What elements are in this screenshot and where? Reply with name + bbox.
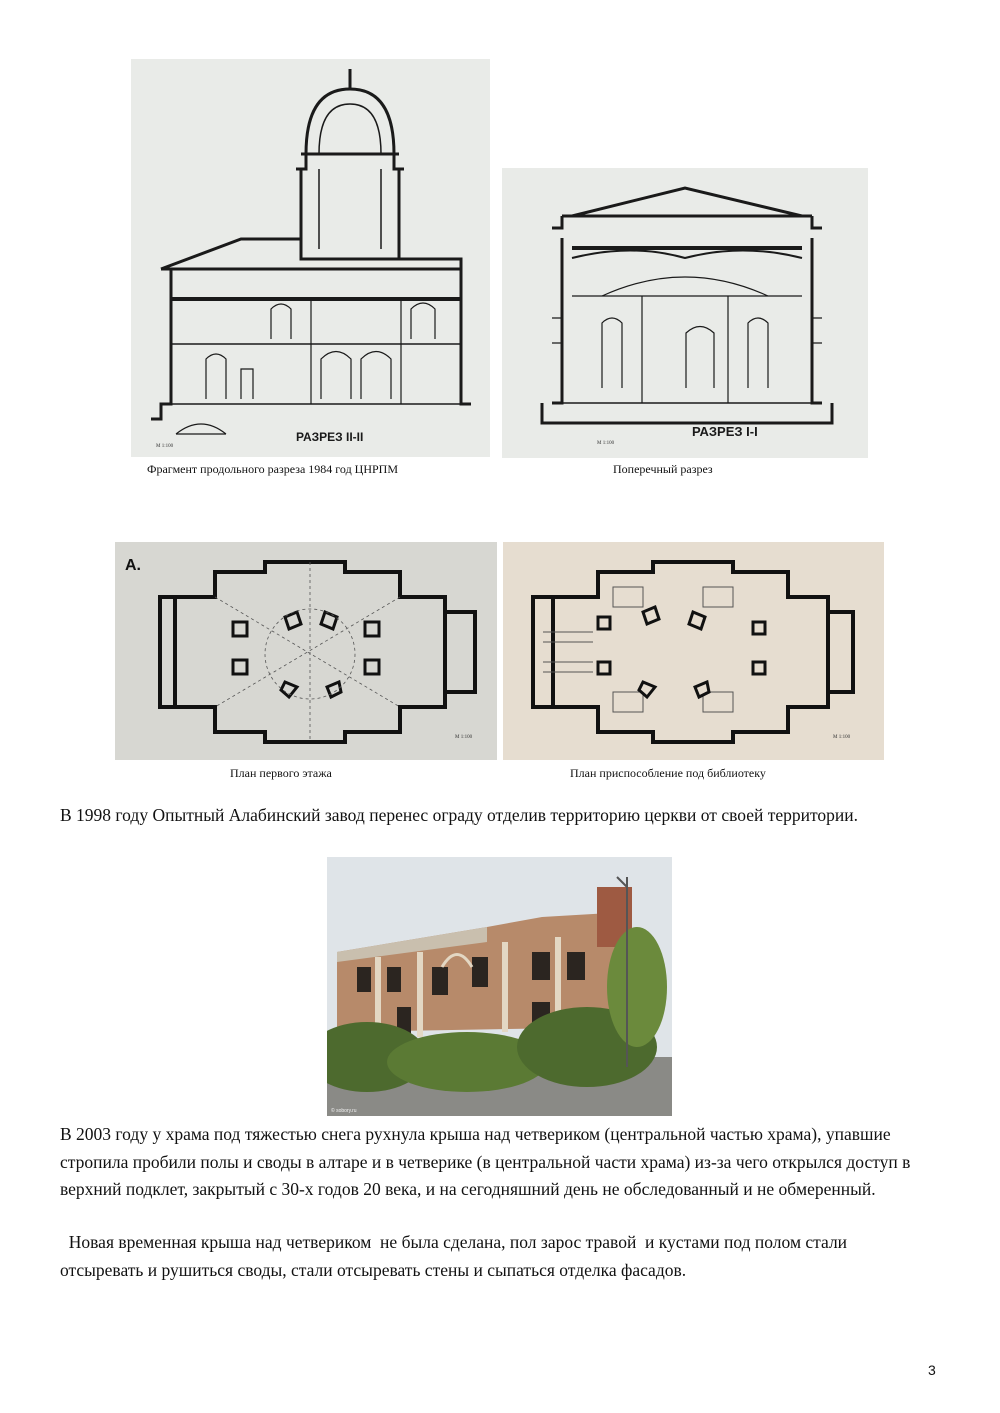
caption-longitudinal-section: Фрагмент продольного разреза 1984 год ЦНРПМ xyxy=(147,462,399,476)
plan-first-floor-letter: А. xyxy=(125,557,141,574)
photo-credit: © sobory.ru xyxy=(331,1108,357,1114)
first-floor-plan-drawing xyxy=(115,542,497,760)
caption-cross-section: Поперечный разрез xyxy=(613,462,713,476)
paragraph-new-roof: Новая временная крыша над четвериком не была сделана, пол зарос травой и кустами под полом стали отсыревать и рушиться своды, стали отсыревать стены и сыпаться отделка фасадов. xyxy=(60,1232,852,1280)
cross-section-drawing xyxy=(502,168,868,458)
section-cross-label: РАЗРЕЗ I-I xyxy=(692,424,758,439)
paragraph-2003: В 2003 году у храма под тяжестью снега рухнула крыша над четвериком (центральной частью храма), упавшие стропила пробили полы и своды в алтаре и в четверике (в центральной части храма) из-за чего открылся доступ в верхний подклет, закрытый с 30-х годов 20 века, и на сегодняшний день не обследованный и не обмеренный. xyxy=(60,1124,911,1199)
longitudinal-section-drawing xyxy=(131,59,490,457)
section-long-label: РАЗРЕЗ II-II xyxy=(296,430,364,444)
plan-library-scale: М 1:100 xyxy=(833,735,851,740)
caption-library-plan: План приспособление под библиотеку xyxy=(570,766,766,780)
church-ruins-photo xyxy=(327,857,672,1116)
paragraph-1998: В 1998 году Опытный Алабинский завод перенес ограду отделив территорию церкви от своей территории. xyxy=(60,805,859,825)
section-long-scale: М 1:100 xyxy=(156,444,174,449)
library-plan-drawing xyxy=(503,542,884,760)
plan-first-floor-scale: М 1:100 xyxy=(455,735,473,740)
section-cross-scale: М 1:100 xyxy=(597,441,615,446)
page-number: 3 xyxy=(928,1362,936,1378)
caption-first-floor-plan: План первого этажа xyxy=(230,766,332,780)
